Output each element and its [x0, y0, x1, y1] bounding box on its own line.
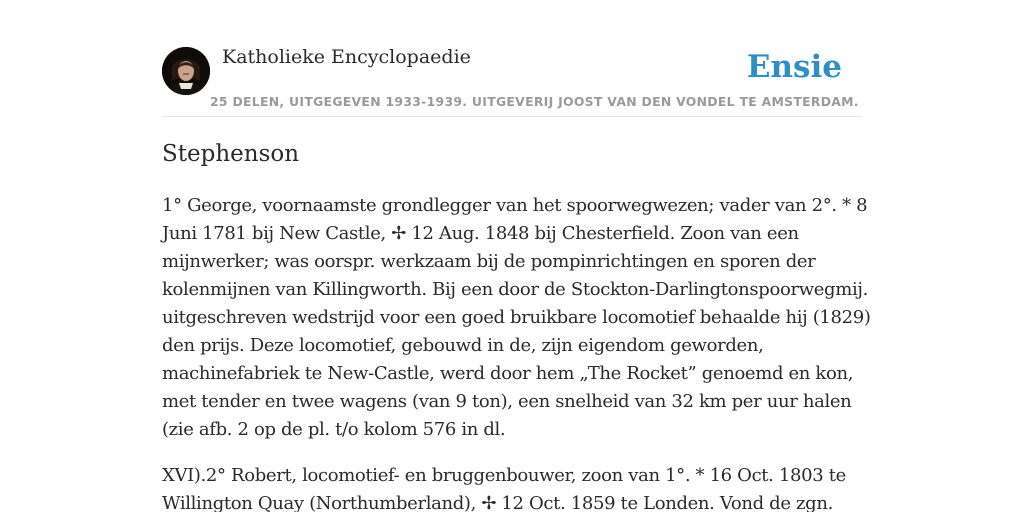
site-header [162, 44, 862, 117]
paragraph-2 [162, 462, 862, 512]
text-line: mijnwerker; was oorspr. werkzaam bij de pompinrichtingen en sporen der [162, 251, 816, 272]
text-line: (zie afb. 2 op de pl. t/o kolom 576 in dl. [162, 419, 506, 440]
text-line: kolenmijnen van Killingworth. Bij een door de Stockton-Darlingtonspoorwegmij. [162, 279, 868, 300]
site-title[interactable]: Katholieke Encyclopaedie [222, 46, 471, 68]
article [162, 136, 871, 512]
text-line: Willington Quay (Northumberland), ✢ 12 Oct. 1859 te Londen. Vond de zgn. [162, 493, 833, 512]
text-line: uitgeschreven wedstrijd voor een goed bruikbare locomotief behaalde hij (1829) [162, 307, 871, 328]
text-line: den prijs. Deze locomotief, gebouwd in de, zijn eigendom geworden, [162, 335, 764, 356]
text-line: met tender en twee wagens (van 9 ton), een snelheid van 32 km per uur halen [162, 391, 852, 412]
text-line: Juni 1781 bij New Castle, ✢ 12 Aug. 1848 bij Chesterfield. Zoon van een [162, 223, 799, 244]
text-line: 1° George, voornaamste grondlegger van het spoorwegwezen; vader van 2°. * 8 [162, 195, 868, 216]
portrait-icon[interactable] [162, 47, 210, 95]
site-subtitle: 25 DELEN, UITGEGEVEN 1933-1939. UITGEVERIJ JOOST VAN DEN VONDEL TE AMSTERDAM. [210, 94, 859, 109]
text-line: machinefabriek te New-Castle, werd door hem „The Rocket” genoemd en kon, [162, 363, 854, 384]
entry-title: Stephenson [162, 141, 300, 167]
text-line: XVI).2° Robert, locomotief- en bruggenbouwer, zoon van 1°. * 16 Oct. 1803 te [162, 465, 846, 486]
paragraph-1 [162, 192, 871, 444]
portrait-image [162, 47, 210, 95]
ensie-logo-link[interactable]: Ensie [746, 49, 842, 85]
